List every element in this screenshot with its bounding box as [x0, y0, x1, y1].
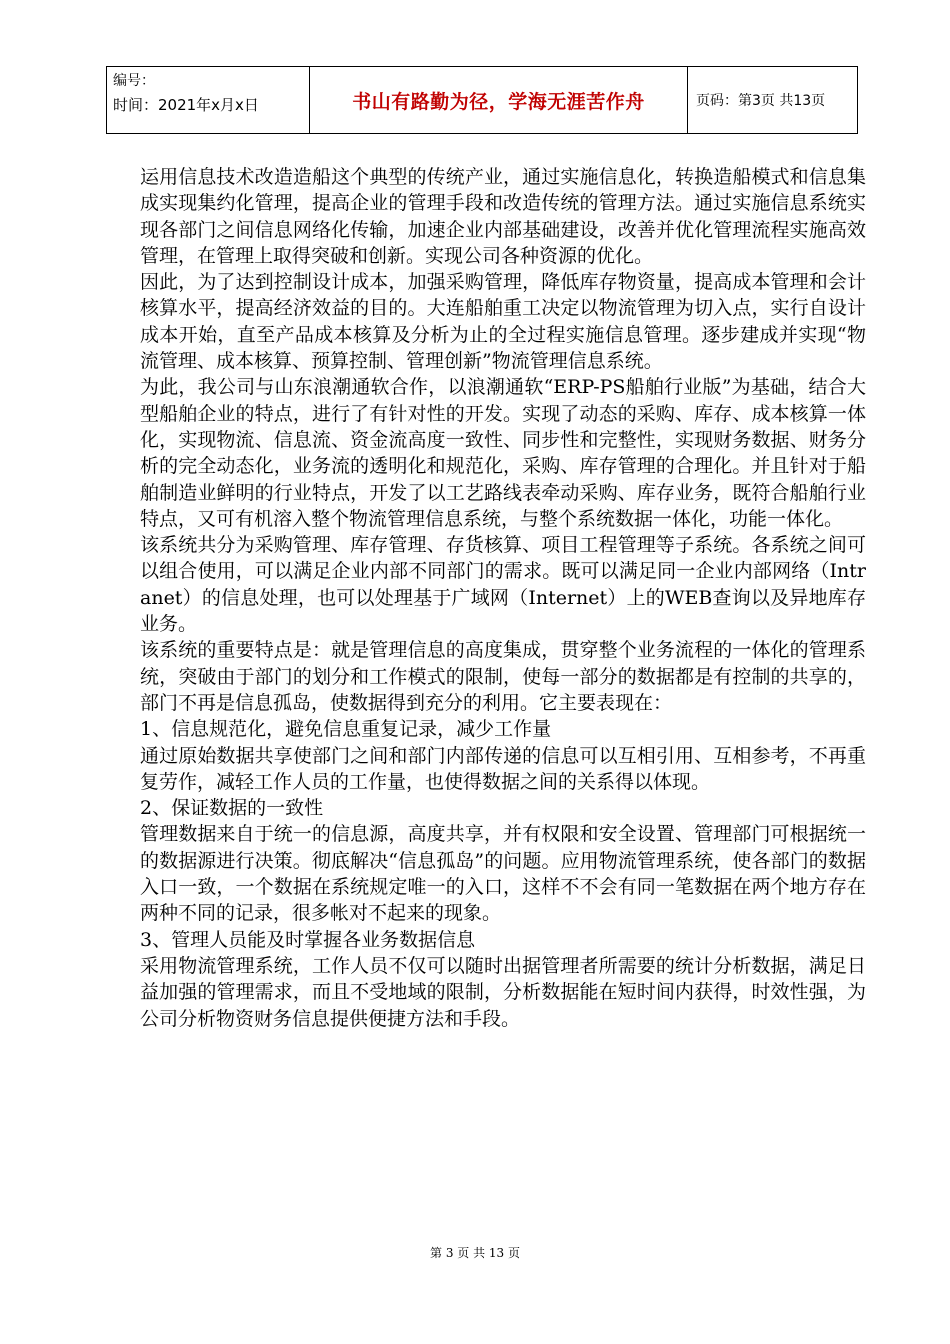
section-heading: 1、信息规范化，避免信息重复记录，减少工作量: [140, 718, 552, 741]
paragraph: 管理数据来自于统一的信息源，高度共享，并有权限和安全设置、管理部门可根据统一的数据源进行决策。彻底解决“信息孤岛”的问题。应用物流管理系统，使各部门的数据入口一致，一个数据在系统规定唯一的入口，这样不不会有同一笔数据在两个地方存在两种不同的记录，很多帐对不起来的现象。: [140, 823, 866, 925]
paragraph: 该系统共分为采购管理、库存管理、存货核算、项目工程管理等子系统。各系统之间可以组合使用，可以满足企业内部不同部门的需求。既可以满足同一企业内部网络（Intranet）的信息处理，也可以处理基于广域网（Internet）上的WEB查询以及异地库存业务。: [140, 534, 866, 636]
paragraph: 该系统的重要特点是：就是管理信息的高度集成，贯穿整个业务流程的一体化的管理系统，突破由于部门的划分和工作模式的限制，使每一部分的数据都是有控制的共享的，部门不再是信息孤岛，使数据得到充分的利用。它主要表现在：: [140, 639, 866, 714]
body-text: [140, 164, 866, 1032]
section-heading: 2、保证数据的一致性: [140, 797, 324, 820]
paragraph: 运用信息技术改造造船这个典型的传统产业，通过实施信息化，转换造船模式和信息集成实现集约化管理，提高企业的管理手段和改造传统的管理方法。通过实施信息系统实现各部门之间信息网络化传输，加速企业内部基础建设，改善并优化管理流程实施高效管理，在管理上取得突破和创新。实现公司各种资源的优化。: [140, 166, 866, 267]
header-number-label: 编号：: [113, 73, 155, 89]
section-heading: 3、管理人员能及时掌握各业务数据信息: [140, 928, 476, 951]
page-footer: 第 3 页 共 13 页: [430, 1246, 520, 1260]
paragraph: 通过原始数据共享使部门之间和部门内部传递的信息可以互相引用、互相参考，不再重复劳作，减轻工作人员的工作量，也使得数据之间的关系得以体现。: [140, 744, 866, 793]
paragraph: 采用物流管理系统，工作人员不仅可以随时出据管理者所需要的统计分析数据，满足日益加强的管理需求，而且不受地域的限制，分析数据能在短时间内获得，时效性强，为公司分析物资财务信息提供便捷方法和手段。: [140, 954, 866, 1030]
page-header: [106, 66, 858, 134]
header-meta: [107, 67, 309, 133]
paragraph: 为此，我公司与山东浪潮通软合作，以浪潮通软“ERP-PS船舶行业版”为基础，结合大型船舶企业的特点，进行了有针对性的开发。实现了动态的采购、库存、成本核算一体化，实现物流、信息流、资金流高度一致性、同步性和完整性，实现财务数据、财务分析的完全动态化，业务流的透明化和规范化，采购、库存管理的合理化。并且针对于船舶制造业鲜明的行业特点，开发了以工艺路线表牵动采购、库存业务，既符合船舶行业特点，又可有机溶入整个物流管理信息系统，与整个系统数据一体化，功能一体化。: [140, 376, 866, 530]
paragraph: 因此，为了达到控制设计成本，加强采购管理，降低库存物资量，提高成本管理和会计核算水平，提高经济效益的目的。大连船舶重工决定以物流管理为切入点，实行自设计成本开始，直至产品成本核算及分析为止的全过程实施信息管理。逐步建成并实现“物流管理、成本核算、预算控制、管理创新”物流管理信息系统。: [140, 271, 866, 373]
header-page-info: 页码：第3页 共13页: [687, 67, 857, 133]
header-time: 时间：2021年x月x日: [113, 96, 259, 114]
header-motto: 书山有路勤为径，学海无涯苦作舟: [309, 67, 687, 133]
